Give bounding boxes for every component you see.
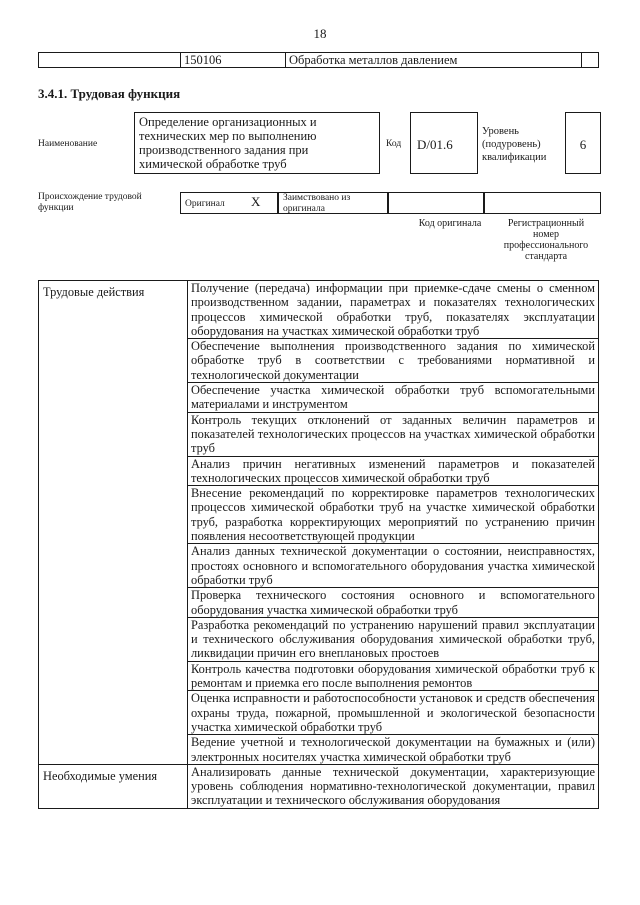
original-mark: X bbox=[251, 194, 261, 209]
labor-action-item: Проверка технического состояния основного и вспомогательного оборудования участка химической обработки труб bbox=[188, 588, 599, 618]
origin-code-cell bbox=[388, 192, 484, 214]
original-cell bbox=[180, 192, 278, 214]
okz-table bbox=[38, 52, 599, 68]
function-code-box: D/01.6 bbox=[410, 112, 478, 174]
borrowed-cell: Заимствовано из оригинала bbox=[278, 192, 388, 214]
labor-action-item: Анализ данных технической документации о состоянии, неисправностях, простоях основного и вспомогательного оборудования участка химической обработки труб bbox=[188, 544, 599, 588]
okz-code: 150106 bbox=[181, 53, 286, 68]
registration-caption: Регистрационный номер профессионального стандарта bbox=[503, 218, 589, 262]
labor-action-item: Получение (передача) информации при приемке-сдаче смены о сменном производственном задании, параметрах и показателях технологических процессов химической обработки труб, показателях эксплуатации оборудования на участках химической обработки труб bbox=[188, 281, 599, 339]
origin-code-caption: Код оригинала bbox=[418, 218, 482, 229]
skills-label: Необходимые умения bbox=[39, 764, 188, 808]
level-label: Уровень (подуровень) квалификации bbox=[482, 126, 547, 163]
labor-action-item: Обеспечение участка химической обработки труб вспомогательными материалами и инструментом bbox=[188, 383, 599, 413]
okz-end-cell bbox=[582, 53, 599, 68]
labor-action-item: Контроль текущих отклонений от заданных величин параметров и показателей технологических процессов на участках химической обработки труб bbox=[188, 412, 599, 456]
name-label: Наименование bbox=[38, 139, 98, 149]
code-label: Код bbox=[386, 139, 402, 149]
labor-action-item: Контроль качества подготовки оборудования химической обработки труб к ремонтам и приемка его после выполнения ремонтов bbox=[188, 661, 599, 691]
function-name-box: Определение организационных и технических мер по выполнению производственного задания при химической обработке труб bbox=[134, 112, 380, 174]
labor-action-item: Ведение учетной и технологической документации на бумажных и (или) электронных носителях участка химической обработки труб bbox=[188, 735, 599, 765]
labor-action-item: Внесение рекомендаций по корректировке параметров технологических процессов химической обработки труб на участке химической обработки труб, разработка корректирующих мероприятий по устранению причин появления несоответствующей продукции bbox=[188, 486, 599, 544]
okz-empty-cell bbox=[39, 53, 181, 68]
registration-number-cell bbox=[484, 192, 601, 214]
labor-actions-label: Трудовые действия bbox=[39, 281, 188, 765]
level-box: 6 bbox=[565, 112, 601, 174]
labor-action-item: Обеспечение выполнения производственного задания по химической обработке труб в соответствии с требованиями нормативной и технологической документации bbox=[188, 339, 599, 383]
labor-action-item: Анализ причин негативных изменений параметров и показателей технологических процессов химической обработки труб bbox=[188, 456, 599, 486]
labor-action-item: Оценка исправности и работоспособности установок и средств обеспечения охраны труда, пожарной, промышленной и экологической безопасности участка химической обработки труб bbox=[188, 691, 599, 735]
labor-activities-table bbox=[38, 280, 599, 809]
labor-action-item: Разработка рекомендаций по устранению нарушений правил эксплуатации и технического обслуживания оборудования химической обработки труб, ликвидации причин его внеплановых простоев bbox=[188, 617, 599, 661]
original-label: Оригинал bbox=[185, 199, 225, 209]
skill-item: Анализировать данные технической документации, характеризующие уровень соблюдения нормативно-технологической документации, правил эксплуатации и технического обслуживания оборудования bbox=[188, 764, 599, 808]
page-number: 18 bbox=[313, 26, 327, 41]
section-heading: 3.4.1. Трудовая функция bbox=[38, 86, 181, 101]
origin-label: Происхождение трудовой функции bbox=[38, 192, 142, 213]
okz-name: Обработка металлов давлением bbox=[286, 53, 582, 68]
